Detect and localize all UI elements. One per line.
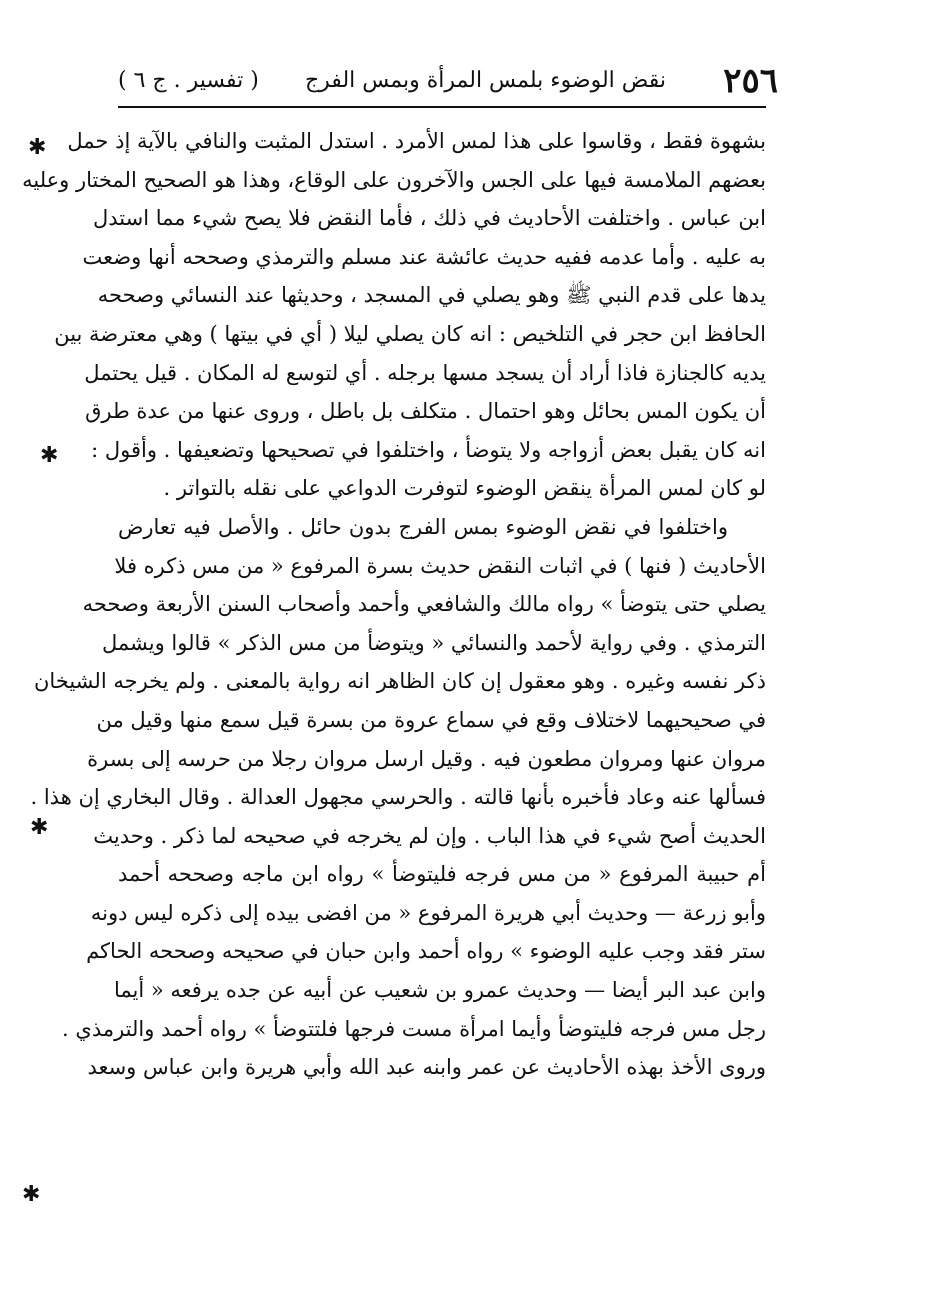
text-line: بعضهم الملامسة فيها على الجس والآخرون على الوقاع، وهذا هو الصحيح المختار وعليه: [22, 167, 766, 192]
text-line: لو كان لمس المرأة ينقض الوضوء لتوفرت الدواعي على نقله بالتواتر .: [163, 476, 766, 501]
section-reference: ( تفسير . ج ٦ ): [118, 68, 259, 93]
text-line: مروان عنها ومروان مطعون فيه . وقيل ارسل مروان رجلا من حرسه إلى بسرة: [87, 746, 766, 771]
running-title: نقض الوضوء بلمس المرأة وبمس الفرج: [304, 68, 666, 93]
text-line: وروى الأخذ بهذه الأحاديث عن عمر وابنه عبد الله وأبي هريرة وابن عباس وسعد: [87, 1055, 766, 1080]
text-line: وأبو زرعة — وحديث أبي هريرة المرفوع « من افضى بيده إلى ذكره ليس دونه: [90, 900, 766, 925]
margin-mark-icon: ✱: [40, 443, 59, 468]
text-line: ابن عباس . واختلفت الأحاديث في ذلك ، فأما النقض فلا يصح شيء مما استدل: [93, 206, 766, 231]
text-line: الترمذي . وفي رواية لأحمد والنسائي « ويتوضأ من مس الذكر » قالوا ويشمل: [101, 630, 766, 655]
text-line: الحافظ ابن حجر في التلخيص : انه كان يصلي ليلا ( أي في بيتها ) وهي معترضة بين: [54, 321, 766, 346]
text-line: يدها على قدم النبي ﷺ وهو يصلي في المسجد ، وحديثها عند النسائي وصححه: [97, 283, 766, 308]
text-line: أن يكون المس بحائل وهو احتمال . متكلف بل باطل ، وروى عنها من عدة طرق: [85, 399, 766, 424]
text-line: واختلفوا في نقض الوضوء بمس الفرج بدون حائل . والأصل فيه تعارض: [118, 514, 728, 539]
text-line: الأحاديث ( فنها ) في اثبات النقض حديث بسرة المرفوع « من مس ذكره فلا: [114, 553, 766, 578]
text-line: في صحيحيهما لاختلاف وقع في سماع عروة من بسرة قيل سمع منها وقيل من: [96, 707, 766, 732]
page-number: ٢٥٦: [723, 61, 778, 101]
text-line: انه كان يقبل بعض أزواجه ولا يتوضأ ، واختلفوا في تصحيحها وتضعيفها . وأقول :: [91, 437, 766, 462]
text-line: أم حبيبة المرفوع « من مس فرجه فليتوضأ » رواه ابن ماجه وصححه أحمد: [118, 862, 766, 887]
text-line: يصلي حتى يتوضأ » رواه مالك والشافعي وأحمد وأصحاب السنن الأربعة وصححه: [82, 592, 766, 617]
text-line: يديه كالجنازة فاذا أراد أن يسجد مسها برجله . أي لتوسع له المكان . قيل يحتمل: [84, 360, 766, 385]
text-line: فسألها عنه وعاد فأخبره بأنها قالته . والحرسي مجهول العدالة . وقال البخاري إن هذا .: [30, 785, 766, 810]
body-text: [22, 122, 766, 1087]
margin-mark-icon: ✱: [30, 815, 49, 840]
text-line: ستر فقد وجب عليه الوضوء » رواه أحمد وابن حبان في صحيحه وصححه الحاكم: [86, 939, 766, 964]
paragraph-1: [22, 122, 766, 508]
page-header: [118, 58, 778, 104]
text-line: به عليه . وأما عدمه ففيه حديث عائشة عند مسلم والترمذي وصححه أنها وضعت: [82, 244, 766, 269]
header-rule: [118, 106, 766, 108]
text-line: ذكر نفسه وغيره . وهو معقول إن كان الظاهر انه رواية بالمعنى . ولم يخرجه الشيخان: [33, 669, 766, 694]
text-line: وابن عبد البر أيضا — وحديث عمرو بن شعيب عن أبيه عن جده يرفعه « أيما: [113, 978, 766, 1003]
text-line: بشهوة فقط ، وقاسوا على هذا لمس الأمرد . استدل المثبت والنافي بالآية إذ حمل: [67, 129, 766, 153]
text-line: رجل مس فرجه فليتوضأ وأيما امرأة مست فرجها فلتتوضأ » رواه أحمد والترمذي .: [62, 1016, 766, 1041]
margin-mark-icon: ✱: [28, 135, 47, 160]
text-line: الحديث أصح شيء في هذا الباب . وإن لم يخرجه في صحيحه لما ذكر . وحديث: [93, 823, 766, 848]
paragraph-2: [30, 508, 766, 1087]
margin-mark-icon: ✱: [22, 1182, 41, 1207]
